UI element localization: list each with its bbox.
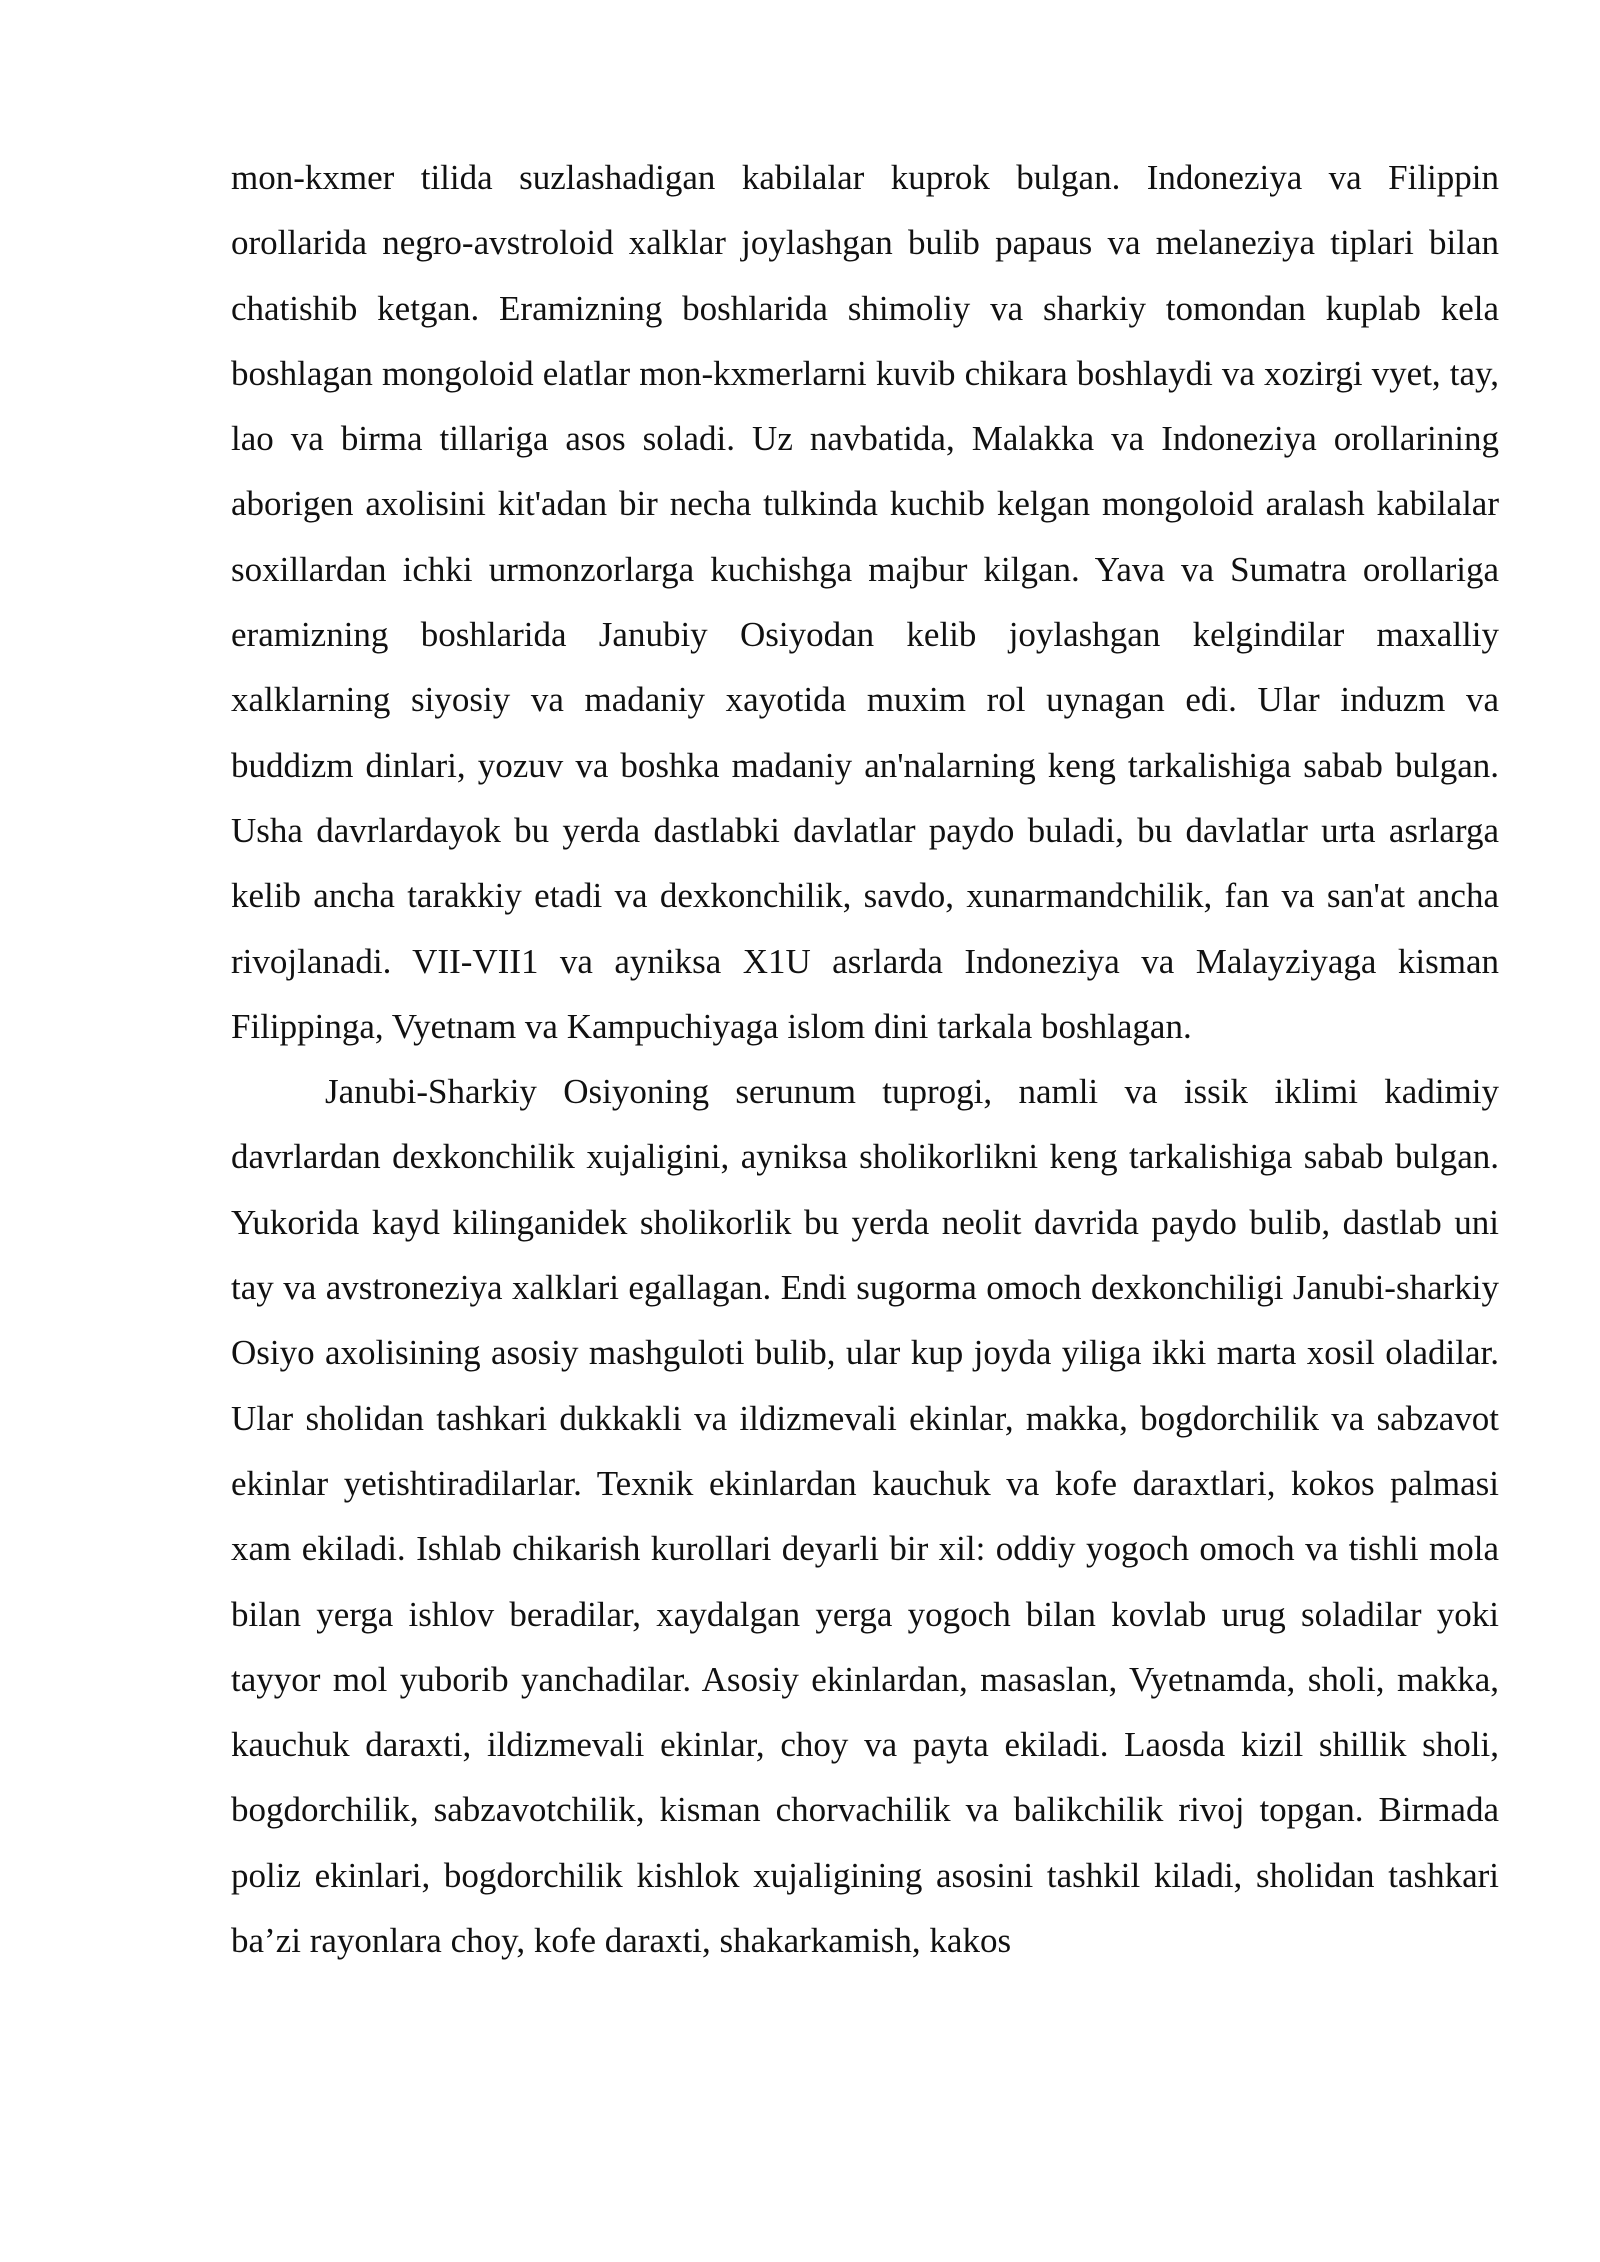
paragraph-1: mon-kxmer tilida suzlashadigan kabilalar kuprok bulgan. Indoneziya va Filippin orollarida negro-avstroloid xalklar joylashgan bulib papaus va melaneziya tiplari bilan chatishib ketgan. Eramizning boshlarida shimoliy va sharkiy tomondan kuplab kela boshlagan mongoloid elatlar mon-kxmerlarni kuvib chikara boshlaydi va xozirgi vyet, tay, lao va birma tillariga asos soladi. Uz navbatida, Malakka va Indoneziya orollarining aborigen axolisini kit'adan bir necha tulkinda kuchib kelgan mongoloid aralash kabilalar soxillardan ichki urmonzorlarga kuchishga majbur kilgan. Yava va Sumatra orollariga eramizning boshlarida Janubiy Osiyodan kelib joylashgan kelgindilar maxalliy xalklarning siyosiy va madaniy xayotida muxim rol uynagan edi. Ular induzm va buddizm dinlari, yozuv va boshka madaniy an'nalarning keng tarkalishiga sabab bulgan. Usha davrlardayok bu yerda dastlabki davlatlar paydo buladi, bu davlatlar urta asrlarga kelib ancha tarakkiy etadi va dexkonchilik, savdo, xunarmandchilik, fan va san'at ancha rivojlanadi. VII-VII1 va ayniksa X1U asrlarda Indoneziya va Malayziyaga kisman Filippinga, Vyetnam va Kampuchiyaga islom dini tarkala boshlagan. xyxy=(231,158,1499,1046)
paragraph-2: Janubi-Sharkiy Osiyoning serunum tuprogi, namli va issik iklimi kadimiy davrlardan dexkonchilik xujaligini, ayniksa sholikorlikni keng tarkalishiga sabab bulgan. Yukorida kayd kilinganidek sholikorlik bu yerda neolit davrida paydo bulib, dastlab uni tay va avstroneziya xalklari egallagan. Endi sugorma omoch dexkonchiligi Janubi-sharkiy Osiyo axolisining asosiy mashguloti bulib, ular kup joyda yiliga ikki marta xosil oladilar. Ular sholidan tashkari dukkakli va ildizmevali ekinlar, makka, bogdorchilik va sabzavot ekinlar yetishtiradilarlar. Texnik ekinlardan kauchuk va kofe daraxtlari, kokos palmasi xam ekiladi. Ishlab chikarish kurollari deyarli bir xil: oddiy yogoch omoch va tishli mola bilan yerga ishlov beradilar, xaydalgan yerga yogoch bilan kovlab urug soladilar yoki tayyor mol yuborib yanchadilar. Asosiy ekinlardan, masaslan, Vyetnamda, sholi, makka, kauchuk daraxti, ildizmevali ekinlar, choy va payta ekiladi. Laosda kizil shillik sholi, bogdorchilik, sabzavotchilik, kisman chorvachilik va balikchilik rivoj topgan. Birmada poliz ekinlari, bogdorchilik kishlok xujaligining asosini tashkil kiladi, sholidan tashkari ba’zi rayonlara choy, kofe daraxti, shakarkamish, kakos xyxy=(231,1072,1499,1961)
body-text xyxy=(231,145,1499,1973)
